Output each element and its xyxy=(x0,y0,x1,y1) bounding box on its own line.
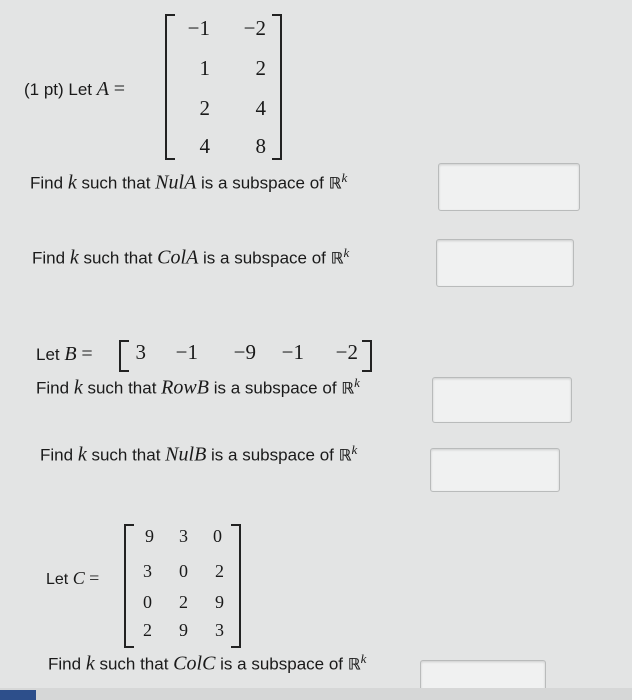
q-field: ℝ xyxy=(341,378,355,398)
q-space: ColA xyxy=(157,246,199,269)
matrix-c-cell: 0 xyxy=(143,592,152,612)
q-prefix: Find xyxy=(30,173,64,193)
q-exp: k xyxy=(343,245,350,260)
matrix-a-right-bracket xyxy=(272,14,282,160)
q-prefix: Find xyxy=(32,248,66,268)
question-nul-b xyxy=(40,442,357,467)
bottom-strip xyxy=(0,688,632,700)
q-field: ℝ xyxy=(328,173,342,193)
q-field: ℝ xyxy=(330,248,344,268)
matrix-b-right-bracket xyxy=(362,340,372,372)
matrix-c-cell: 2 xyxy=(143,620,152,640)
answer-input-nul-a[interactable] xyxy=(438,163,580,211)
corner-tab xyxy=(0,690,36,700)
matrix-a-name: A xyxy=(96,78,109,100)
q-space: NulA xyxy=(155,171,197,194)
matrix-a-cell: 8 xyxy=(255,134,266,158)
q-exp: k xyxy=(351,442,358,457)
q-field: ℝ xyxy=(338,445,352,465)
q-var: k xyxy=(85,652,95,675)
equals-sign: = xyxy=(81,343,93,365)
q-var: k xyxy=(73,376,83,399)
q-middle: such that xyxy=(83,248,153,268)
q-var: k xyxy=(77,443,87,466)
matrix-c-left-bracket xyxy=(124,524,134,648)
q-prefix: Find xyxy=(48,654,82,674)
matrix-c-cell: 3 xyxy=(215,620,224,640)
matrix-a-cell: −1 xyxy=(187,16,210,40)
matrix-a-left-bracket xyxy=(165,14,175,160)
matrix-c-cell: 0 xyxy=(213,526,222,546)
answer-input-nul-b[interactable] xyxy=(430,448,560,492)
matrix-c-cell: 9 xyxy=(179,620,188,640)
question-nul-a xyxy=(30,170,347,195)
q-middle: such that xyxy=(91,445,161,465)
q-exp: k xyxy=(360,651,367,666)
q-prefix: Find xyxy=(40,445,74,465)
q-middle: such that xyxy=(87,378,157,398)
let-label: Let xyxy=(46,571,69,588)
q-suffix: is a subspace of xyxy=(213,378,337,398)
matrix-b-label xyxy=(36,343,93,366)
matrix-c-cell: 3 xyxy=(179,526,188,546)
answer-input-row-b[interactable] xyxy=(432,377,572,423)
let-label: Let xyxy=(36,345,60,364)
equals-sign: = xyxy=(89,568,100,588)
q-suffix: is a subspace of xyxy=(211,445,334,465)
q-prefix: Find xyxy=(36,378,70,398)
matrix-c-cell: 0 xyxy=(179,561,188,581)
matrix-b-cell: −9 xyxy=(233,340,256,364)
q-space: NulB xyxy=(165,443,207,466)
q-suffix: is a subspace of xyxy=(220,654,344,674)
matrix-c-cell: 2 xyxy=(215,561,224,581)
matrix-c-name: C xyxy=(72,568,85,588)
matrix-b-cell: −1 xyxy=(281,340,304,364)
q-space: ColC xyxy=(173,652,216,675)
matrix-a-cell: 4 xyxy=(199,134,210,158)
q-exp: k xyxy=(354,375,360,390)
q-var: k xyxy=(69,246,79,269)
matrix-a-cell: −2 xyxy=(243,16,266,40)
matrix-c-cell: 9 xyxy=(145,526,154,546)
matrix-c-cell: 3 xyxy=(143,561,152,581)
q-space: RowB xyxy=(161,376,209,399)
matrix-c-label xyxy=(46,568,99,589)
matrix-b-name: B xyxy=(64,343,77,365)
question-col-c xyxy=(48,651,366,676)
matrix-c-cell: 9 xyxy=(215,592,224,612)
matrix-c-cell: 2 xyxy=(179,592,188,612)
points-label: (1 pt) Let xyxy=(24,80,93,99)
q-var: k xyxy=(67,171,77,194)
question-row-b xyxy=(36,375,360,400)
q-middle: such that xyxy=(81,173,151,193)
matrix-a-cell: 4 xyxy=(255,96,266,120)
matrix-b-cell: −2 xyxy=(335,340,358,364)
matrix-b-cell: −1 xyxy=(175,340,198,364)
q-field: ℝ xyxy=(347,654,361,674)
equals-sign: = xyxy=(113,78,126,100)
q-suffix: is a subspace of xyxy=(203,248,326,268)
q-exp: k xyxy=(341,170,348,185)
matrix-c-right-bracket xyxy=(231,524,241,648)
matrix-a-cell: 2 xyxy=(199,96,210,120)
answer-input-col-a[interactable] xyxy=(436,239,574,287)
q-middle: such that xyxy=(99,654,169,674)
matrix-b-cell: 3 xyxy=(135,340,146,364)
q-suffix: is a subspace of xyxy=(201,173,324,193)
question-col-a xyxy=(32,245,349,270)
matrix-a-cell: 2 xyxy=(255,56,266,80)
matrix-a-label xyxy=(24,78,125,101)
matrix-a-cell: 1 xyxy=(199,56,210,80)
